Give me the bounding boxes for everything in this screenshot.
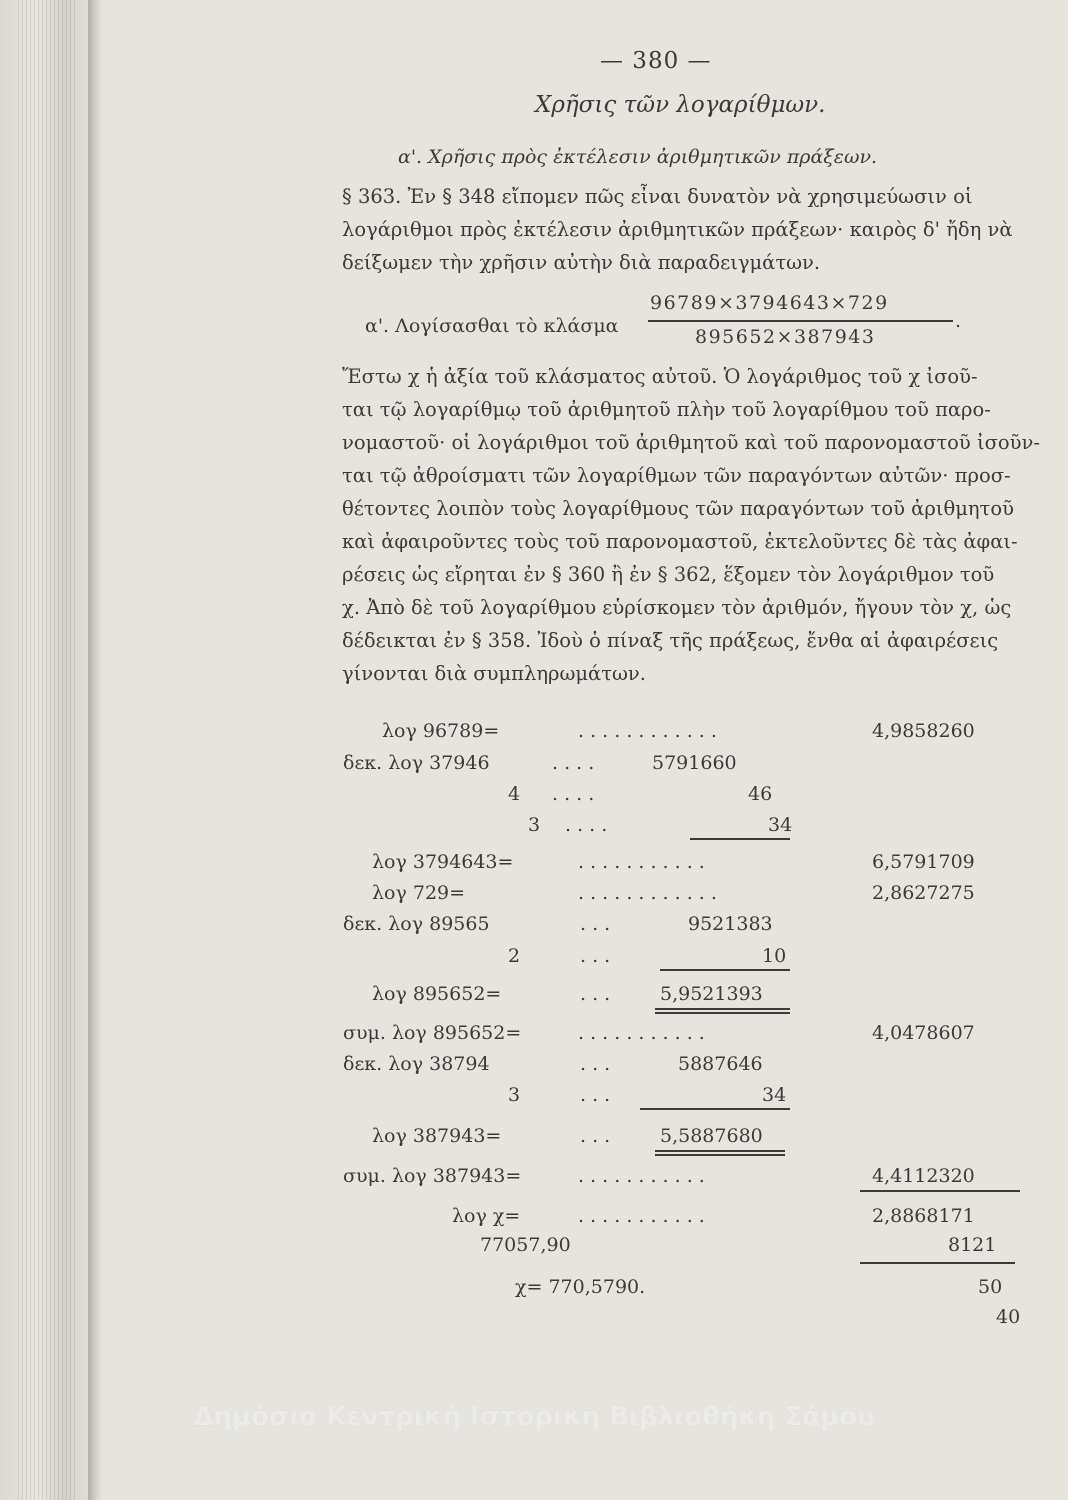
double-rule-bottom <box>655 1012 790 1014</box>
library-watermark: Δημόσια Κεντρική Ιστορική Βιβλιοθήκη Σάμου <box>193 1402 875 1432</box>
double-rule-bottom <box>655 1154 785 1156</box>
calc-dots: . . . . . . . . . . . <box>578 851 705 873</box>
calc-value: 46 <box>748 783 773 805</box>
body-line: ται τῷ λογαρίθμῳ τοῦ ἀριθμητοῦ πλὴν τοῦ λογαρίθμου τοῦ παρο- <box>342 398 991 421</box>
page-number: — 380 — <box>600 48 712 74</box>
calc-dots: . . . <box>580 1053 611 1075</box>
fraction-numerator: 96789×3794643×729 <box>650 292 889 314</box>
calc-dots: . . . . . . . . . . . <box>578 1022 705 1044</box>
calc-label: 3 <box>508 1084 521 1106</box>
calc-value: 5,5887680 <box>660 1125 763 1147</box>
calc-label: δεκ. λογ 37946 <box>343 752 490 774</box>
fraction-bar <box>648 320 953 322</box>
calc-label: 3 <box>528 814 541 836</box>
calc-label: 2 <box>508 945 521 967</box>
calc-dots: . . . . . . . . . . . . <box>578 882 717 904</box>
calc-value: 10 <box>762 945 787 967</box>
intro-line: λογάριθμοι πρὸς ἐκτέλεσιν ἀριθμητικῶν πράξεων· καιρὸς δ' ἤδη νὰ <box>342 218 1013 241</box>
calc-dots: . . . . . . . . . . . <box>578 1165 705 1187</box>
calc-value: 34 <box>768 814 793 836</box>
sum-rule <box>860 1190 1020 1192</box>
body-line: ται τῷ ἀθροίσματι τῶν λογαρίθμων τῶν παραγόντων αὐτῶν· προσ- <box>342 464 1011 487</box>
body-line: νομαστοῦ· οἱ λογάριθμοι τοῦ ἀριθμητοῦ καὶ τοῦ παρονομαστοῦ ἰσοῦν- <box>342 431 1040 454</box>
body-line: γίνονται διὰ συμπληρωμάτων. <box>342 662 646 685</box>
fraction-period: . <box>955 310 962 332</box>
calc-result-left: 77057,90 <box>480 1234 571 1256</box>
calc-label: λογ 96789= <box>382 720 500 742</box>
calc-label: συμ. λογ 387943= <box>343 1165 522 1187</box>
calc-value: 4,9858260 <box>872 720 975 742</box>
calc-dots: . . . <box>580 913 611 935</box>
calc-value: 50 <box>978 1276 1003 1298</box>
calc-dots: . . . <box>580 945 611 967</box>
double-rule-top <box>655 1008 790 1010</box>
calc-dots: . . . . <box>565 814 608 836</box>
calc-value: 5887646 <box>678 1053 763 1075</box>
double-rule-top <box>655 1150 785 1152</box>
calc-label: λογ 729= <box>372 882 466 904</box>
calc-value: 4,4112320 <box>872 1165 975 1187</box>
subsection-title: α'. Χρῆσις πρὸς ἐκτέλεσιν ἀριθμητικῶν πράξεων. <box>398 146 878 168</box>
calc-value: 40 <box>996 1306 1021 1328</box>
calc-value: 6,5791709 <box>872 851 975 873</box>
body-line: χ. Ἀπὸ δὲ τοῦ λογαρίθμου εὑρίσκομεν τὸν ἀριθμόν, ἤγουν τὸν χ, ὡς <box>342 596 1012 619</box>
final-result: χ= 770,5790. <box>515 1276 646 1298</box>
body-line: δέδεικται ἐν § 358. Ἰδοὺ ὁ πίναξ τῆς πράξεως, ἔνθα αἱ ἀφαιρέσεις <box>342 629 999 652</box>
calc-value: 8121 <box>948 1234 997 1256</box>
calc-label: λογ χ= <box>452 1205 521 1227</box>
calc-dots: . . . <box>580 983 611 1005</box>
calc-value: 34 <box>762 1084 787 1106</box>
body-line: ρέσεις ὡς εἴρηται ἐν § 360 ἢ ἐν § 362, ἕξομεν τὸν λογάριθμον τοῦ <box>342 563 995 586</box>
fraction-denominator: 895652×387943 <box>695 326 876 348</box>
sum-rule <box>660 969 790 971</box>
section-title: Χρῆσις τῶν λογαρίθμων. <box>535 92 826 118</box>
calc-label: λογ 895652= <box>372 983 502 1005</box>
calc-label: συμ. λογ 895652= <box>343 1022 522 1044</box>
calc-dots: . . . . . . . . . . . . <box>578 720 717 742</box>
calc-dots: . . . <box>580 1125 611 1147</box>
calc-dots: . . . . <box>552 783 595 805</box>
calc-dots: . . . . . . . . . . . <box>578 1205 705 1227</box>
sum-rule <box>860 1262 1015 1264</box>
calc-value: 4,0478607 <box>872 1022 975 1044</box>
calc-dots: . . . <box>580 1084 611 1106</box>
calc-value: 2,8627275 <box>872 882 975 904</box>
body-line: θέτοντες λοιπὸν τοὺς λογαρίθμους τῶν παραγόντων τοῦ ἀριθμητοῦ <box>342 497 1014 520</box>
calc-value: 5791660 <box>652 752 737 774</box>
sum-rule <box>640 1108 790 1110</box>
calc-label: 4 <box>508 783 521 805</box>
calc-value: 5,9521393 <box>660 983 763 1005</box>
body-line: Ἔστω χ ἡ ἀξία τοῦ κλάσματος αὐτοῦ. Ὁ λογάριθμος τοῦ χ ἰσοῦ- <box>342 365 978 388</box>
intro-line: § 363. Ἐν § 348 εἴπομεν πῶς εἶναι δυνατὸν νὰ χρησιμεύωσιν οἱ <box>342 185 973 208</box>
body-line: καὶ ἀφαιροῦντες τοὺς τοῦ παρονομαστοῦ, ἐκτελοῦντες δὲ τὰς ἀφαι- <box>342 530 1018 553</box>
calc-value: 9521383 <box>688 913 773 935</box>
sum-rule <box>690 838 790 840</box>
calc-label: λογ 387943= <box>372 1125 502 1147</box>
calc-label: λογ 3794643= <box>372 851 514 873</box>
calc-label: δεκ. λογ 38794 <box>343 1053 490 1075</box>
calc-value: 2,8868171 <box>872 1205 975 1227</box>
calc-dots: . . . . <box>552 752 595 774</box>
calc-label: δεκ. λογ 89565 <box>343 913 490 935</box>
example-label: α'. Λογίσασθαι τὸ κλάσμα <box>365 315 619 337</box>
intro-line: δείξωμεν τὴν χρῆσιν αὐτὴν διὰ παραδειγμάτων. <box>342 251 821 274</box>
